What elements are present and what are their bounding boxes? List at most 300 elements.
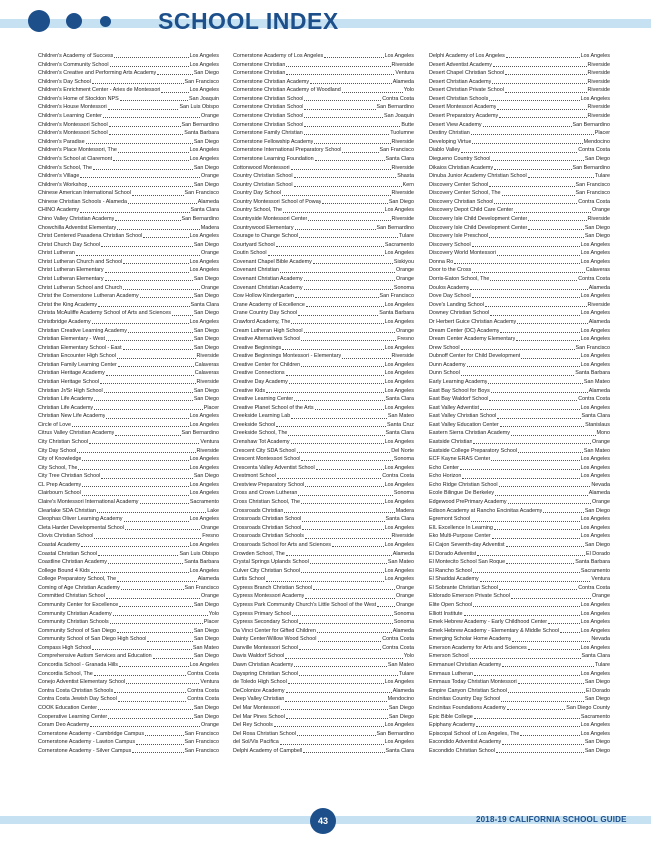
county-name: Alameda (588, 387, 610, 394)
index-entry (429, 584, 610, 593)
school-name: Cow Hollow Kindergarten (233, 293, 294, 300)
dot-leader (299, 237, 398, 238)
county-name: San Diego (193, 396, 219, 403)
dot-leader (495, 495, 588, 496)
index-entry (38, 69, 219, 78)
school-name: Christ the Cornerstone Lutheran Academy (38, 293, 139, 300)
dot-leader (94, 400, 193, 401)
county-name: Riverside (391, 215, 414, 222)
dot-leader (93, 169, 193, 170)
index-entry (429, 361, 610, 370)
school-name: Del Mar Pines School (233, 713, 285, 720)
index-entry (233, 515, 414, 524)
index-entry (38, 438, 219, 447)
school-name: Emmaus Today Christian Montessori (429, 679, 517, 686)
index-entry (38, 687, 219, 696)
school-name: Cleta Harder Developmental School (38, 524, 124, 531)
dot-leader (548, 623, 580, 624)
school-name: East Valley Christian School (429, 413, 497, 420)
county-name: Riverside (391, 353, 414, 360)
index-entry (38, 318, 219, 327)
dot-leader (304, 280, 396, 281)
dot-leader (506, 563, 574, 564)
index-entry (429, 601, 610, 610)
school-name: Cypress Park Community Church's Little School of the West (233, 602, 377, 608)
school-name: Chinese Christian Schools - Alameda (38, 198, 127, 205)
index-entry (233, 232, 414, 241)
index-entry (429, 309, 610, 318)
county-name: Santa Barbara (184, 130, 219, 137)
school-name: Escondido Christian School (429, 747, 495, 754)
dot-leader (471, 521, 579, 522)
dot-leader (494, 529, 580, 530)
index-entry (233, 670, 414, 679)
school-name: Emmanuel Christian Academy (429, 662, 502, 669)
index-entry (38, 464, 219, 473)
dot-leader (292, 615, 393, 616)
school-name: Cornerstone Christian School (233, 104, 304, 111)
school-name: Epic Bible College (429, 713, 473, 720)
dot-leader (377, 606, 395, 607)
school-name: Emek Hebrew Academy - Elementary & Middle School (429, 627, 560, 634)
school-name: Eldorado Emerson Private School (429, 593, 510, 600)
school-name: Children's School, The (38, 164, 92, 171)
index-entry (233, 481, 414, 490)
school-name: Christian Encounter High School (38, 353, 116, 360)
index-entry (38, 266, 219, 275)
school-name: Compass High School (38, 644, 92, 651)
dot-leader (454, 263, 579, 264)
dot-leader (145, 735, 183, 736)
index-entry (38, 678, 219, 687)
dot-leader (306, 306, 384, 307)
school-name: Concordia School, The (38, 670, 93, 677)
index-entry (233, 215, 414, 224)
county-name: Tuolumne (390, 130, 414, 137)
dot-leader (508, 503, 591, 504)
dot-leader (490, 315, 579, 316)
dot-leader (516, 340, 579, 341)
county-name: Alameda (392, 627, 414, 634)
school-name: Cream Lutheran High School (233, 327, 303, 334)
dot-leader (528, 229, 584, 230)
county-name: Calaveras (194, 361, 219, 368)
county-name: Santa Barbara (575, 370, 610, 377)
county-name: Los Angeles (189, 53, 219, 59)
county-name: Riverside (196, 378, 219, 385)
dot-leader (77, 452, 195, 453)
index-entry (38, 206, 219, 215)
school-name: Conejo Adventist Elementary School (38, 679, 126, 686)
dot-leader (172, 315, 193, 316)
school-name: Coastal Christian School (38, 550, 98, 557)
school-name: Epiphany Academy (429, 722, 476, 729)
dot-leader (125, 529, 200, 530)
index-entry (429, 687, 610, 696)
school-name: City Tree Christian School (38, 473, 101, 480)
dot-leader (470, 658, 581, 659)
county-name: San Francisco (379, 293, 414, 300)
school-name: Desert View Academy (429, 121, 482, 128)
dot-leader (480, 581, 591, 582)
county-name: Santa Barbara (575, 559, 610, 566)
school-name: Discovery Isle Child Development Center (429, 224, 528, 231)
index-entry (233, 352, 414, 361)
county-name: San Diego (584, 541, 610, 548)
school-name: Community Christian Academy (38, 610, 112, 617)
school-name: Da Vinci Center for Gifted Children (233, 627, 316, 634)
county-name: Santa Clara (581, 413, 610, 420)
school-name: Crossroads Christian School (233, 524, 302, 531)
school-name: El Sobrante Christian School (429, 584, 498, 591)
index-entry (233, 627, 414, 636)
school-name: Dayspring Christian School (233, 670, 299, 677)
index-entry (38, 455, 219, 464)
county-name: Los Angeles (580, 602, 610, 608)
county-name: Santa Barbara (184, 559, 219, 566)
school-name: Crescenta Valley Adventist School (233, 464, 315, 471)
county-name: Riverside (587, 301, 610, 308)
dot-leader (502, 666, 594, 667)
dot-leader (298, 315, 378, 316)
county-name: Butte (401, 121, 414, 128)
index-entry (233, 241, 414, 250)
dot-leader (489, 100, 579, 101)
index-entry (233, 361, 414, 370)
dot-leader (106, 418, 188, 419)
dot-leader (288, 435, 384, 436)
school-name: Country Christian School (233, 181, 293, 188)
dot-leader (143, 237, 188, 238)
index-entry (233, 78, 414, 87)
index-entry (38, 738, 219, 747)
index-entry (38, 713, 219, 722)
dot-leader (105, 280, 193, 281)
dot-leader (294, 177, 397, 178)
county-name: San Bernardino (572, 121, 610, 128)
county-name: San Diego (388, 704, 414, 711)
school-name: Community Center for Excellence (38, 602, 119, 608)
school-name: Cross and Crown Lutheran (233, 490, 298, 497)
school-name: Community School of San Diego (38, 627, 116, 634)
county-name: Los Angeles (384, 464, 414, 471)
dot-leader (472, 246, 580, 247)
index-entry (429, 327, 610, 336)
dot-leader (491, 392, 588, 393)
school-name: Desert Christian Academy (429, 78, 492, 85)
school-name: CL Prep Academy (38, 481, 82, 488)
index-entry (233, 447, 414, 456)
school-name: Clairbourn School (38, 490, 81, 497)
index-entry (429, 524, 610, 533)
school-name: Cottonwood Montessori (233, 164, 290, 171)
index-entry (429, 438, 610, 447)
dot-leader (508, 692, 585, 693)
dot-leader (460, 469, 580, 470)
dot-leader (324, 57, 383, 58)
index-entry (429, 103, 610, 112)
index-entry (429, 489, 610, 498)
school-name: del Sol/Vis Pacifica (233, 739, 279, 746)
header-dots (28, 10, 111, 32)
index-entry (429, 610, 610, 619)
county-name: Ventura (395, 70, 414, 77)
dot-leader (304, 109, 375, 110)
index-entry (429, 198, 610, 207)
dot-leader (310, 83, 392, 84)
county-name: Contra Costa (382, 644, 414, 651)
school-name: Cornerstone Christian (233, 70, 286, 77)
county-name: San Joaquin (189, 95, 219, 102)
county-name: Los Angeles (580, 336, 610, 343)
dot-leader (101, 246, 193, 247)
index-entry (233, 395, 414, 404)
county-name: Los Angeles (189, 516, 219, 523)
county-name: Shasta (397, 173, 414, 180)
school-name: Cornerstone Academy - Silver Campus (38, 747, 132, 754)
index-entry (38, 121, 219, 130)
index-entry (233, 524, 414, 533)
county-name: San Francisco (184, 190, 219, 197)
county-name: Contra Costa (578, 584, 610, 591)
index-entry (233, 52, 414, 61)
county-name: Los Angeles (189, 87, 219, 94)
index-entry (233, 558, 414, 567)
dot-leader (120, 100, 188, 101)
index-entry (233, 747, 414, 756)
county-name: Los Angeles (384, 739, 414, 746)
dot-leader (301, 340, 396, 341)
index-entry (429, 52, 610, 61)
school-name: Crestview Preparatory School (233, 481, 305, 488)
county-name: Mendocino (583, 138, 610, 145)
dot-leader (313, 589, 395, 590)
index-entry (429, 172, 610, 181)
county-name: Tulare (594, 662, 610, 669)
school-name: Crossroads Christian Schools (233, 533, 305, 540)
index-entry (233, 138, 414, 147)
dot-leader (94, 675, 186, 676)
index-entry (38, 412, 219, 421)
index-entry (38, 670, 219, 679)
county-name: Los Angeles (384, 361, 414, 368)
dot-leader (494, 169, 571, 170)
county-name: Los Angeles (189, 662, 219, 669)
dot-leader (118, 152, 189, 153)
dot-leader (304, 126, 400, 127)
school-name: Christ Lutheran School and Church (38, 284, 123, 291)
dot-leader (512, 641, 590, 642)
county-name: Los Angeles (384, 481, 414, 488)
county-name: Los Angeles (384, 541, 414, 548)
county-name: San Diego County (566, 704, 610, 711)
school-name: Christian Life Academy (38, 404, 94, 411)
school-name: Crossroads Christian (233, 507, 284, 514)
dot-leader (332, 546, 384, 547)
county-name: Los Angeles (189, 464, 219, 471)
school-name: Desert Adventist Academy (429, 61, 492, 68)
school-name: Christ Centered Pasadena Christian School (38, 233, 143, 240)
index-entry (429, 498, 610, 507)
dot-leader (467, 366, 580, 367)
dot-leader (308, 220, 390, 221)
index-entry (233, 95, 414, 104)
county-name: Orange (396, 602, 414, 608)
dot-leader (81, 546, 189, 547)
school-name: Children's Paradise (38, 138, 85, 145)
county-name: Riverside (391, 190, 414, 197)
index-entry (38, 369, 219, 378)
page-title: SCHOOL INDEX (158, 8, 339, 34)
school-name: City Day School (38, 447, 77, 454)
index-entry (38, 309, 219, 318)
index-entry (233, 69, 414, 78)
school-name: Dieguenо Country School (429, 155, 491, 162)
school-name: Del Rey Schools (233, 722, 273, 729)
index-entry (233, 601, 414, 610)
school-name: Crawford Academy, The (233, 318, 291, 325)
index-entry (233, 112, 414, 121)
county-name: El Dorado (586, 550, 610, 557)
school-name: Cornerstone Christian Academy of Woodland (233, 87, 341, 94)
dot-leader (106, 598, 200, 599)
dot-leader (301, 366, 384, 367)
index-entry (38, 78, 219, 87)
school-name: Coutin School (233, 250, 267, 257)
county-name: Riverside (391, 164, 414, 171)
county-name: Los Angeles (189, 413, 219, 420)
county-name: Orange (592, 593, 610, 600)
dot-leader (511, 598, 591, 599)
county-name: Orange (201, 593, 219, 600)
school-name: Encinitas Country Day School (429, 696, 501, 703)
dot-leader (140, 297, 193, 298)
index-entry (429, 318, 610, 327)
school-name: Countrywood Elementary (233, 224, 294, 231)
dot-leader (286, 555, 392, 556)
school-name: Claire's Montessori International Academy (38, 499, 139, 506)
school-name: Dinuba Junior Academy Christian School (429, 173, 527, 180)
school-name: Chinese American International School (38, 190, 131, 197)
school-name: East Bay Waldorf School (429, 396, 489, 403)
index-entry (429, 404, 610, 413)
dot-leader (462, 478, 579, 479)
dot-leader (291, 169, 391, 170)
school-name: Concordia School - Granada Hills (38, 662, 118, 669)
dot-leader (304, 100, 381, 101)
county-name: Riverside (391, 138, 414, 145)
index-entry (429, 387, 610, 396)
index-entry (38, 618, 219, 627)
school-name: Cypress Primary School (233, 610, 291, 617)
county-name: Riverside (587, 215, 610, 222)
school-name: ECF Kayne ERAS Center (429, 456, 491, 463)
county-name: San Diego (584, 696, 610, 703)
school-name: Cypress Secondary School (233, 619, 299, 626)
dot-leader (117, 229, 200, 230)
index-entry (233, 266, 414, 275)
index-entry (38, 232, 219, 241)
dot-leader (136, 744, 183, 745)
dot-leader (502, 195, 575, 196)
county-name: San Diego (193, 70, 219, 77)
dot-leader (318, 641, 382, 642)
county-name: Los Angeles (189, 456, 219, 463)
school-name: Creative Connections (233, 370, 285, 377)
county-name: Los Angeles (580, 327, 610, 334)
index-entry (38, 515, 219, 524)
dot-leader (499, 117, 586, 118)
school-name: Cleophas Oliver Learning Academy (38, 516, 123, 523)
county-name: Alameda (588, 284, 610, 291)
dot-leader (305, 598, 395, 599)
school-name: Cross Christian School, The (233, 499, 301, 506)
school-name: Countryside Montessori Center (233, 215, 308, 222)
dot-leader (313, 263, 393, 264)
index-entry (429, 121, 610, 130)
index-entry (429, 344, 610, 353)
county-name: Contra Costa (382, 636, 414, 643)
index-entry (38, 387, 219, 396)
index-entry (429, 695, 610, 704)
county-name: Orange (396, 267, 414, 274)
county-name: Santa Clara (190, 207, 219, 214)
county-name: San Bernardino (572, 164, 610, 171)
index-entry (429, 550, 610, 559)
dot-leader (492, 83, 586, 84)
dot-leader (461, 375, 574, 376)
dot-leader (501, 701, 584, 702)
index-entry (233, 378, 414, 387)
school-name: Crossroads Christian School (233, 516, 302, 523)
county-name: Contra Costa (578, 276, 610, 283)
dot-leader (316, 469, 384, 470)
county-name: Fresno (397, 336, 414, 343)
dot-leader (507, 709, 566, 710)
school-name: Children's Creative and Performing Arts Academy (38, 70, 157, 77)
index-entry (429, 567, 610, 576)
guide-title: 2018-19 CALIFORNIA SCHOOL GUIDE (476, 815, 627, 824)
dot-leader (104, 392, 193, 393)
school-name: Downey Christian School (429, 310, 490, 317)
index-entry (429, 215, 610, 224)
county-name: Los Angeles (189, 155, 219, 162)
dot-leader (474, 718, 580, 719)
dot-leader (291, 323, 383, 324)
index-entry (38, 275, 219, 284)
school-name: Edgewood PrePrimary Academy (429, 499, 507, 506)
county-name: Riverside (587, 113, 610, 120)
school-name: Discovery Isle Child Development Center (429, 215, 528, 222)
index-entry (233, 309, 414, 318)
dot-leader (304, 117, 383, 118)
county-name: Sonoma (393, 284, 414, 291)
county-name: Santa Barbara (379, 310, 414, 317)
index-entry (233, 610, 414, 619)
county-name: San Diego (193, 293, 219, 300)
index-entry (233, 155, 414, 164)
index-entry (233, 258, 414, 267)
school-name: Discovery World Montessori (429, 250, 497, 257)
county-name: Mono (596, 430, 610, 437)
school-name: El Dorado Adventist (429, 550, 477, 557)
county-name: San Mateo (387, 662, 414, 669)
dot-leader (285, 701, 386, 702)
school-name: Contra Costa Christian Schools (38, 687, 114, 694)
county-name: Placer (203, 404, 219, 411)
county-name: Santa Clara (190, 301, 219, 308)
school-name: Children's Day School (38, 78, 91, 85)
